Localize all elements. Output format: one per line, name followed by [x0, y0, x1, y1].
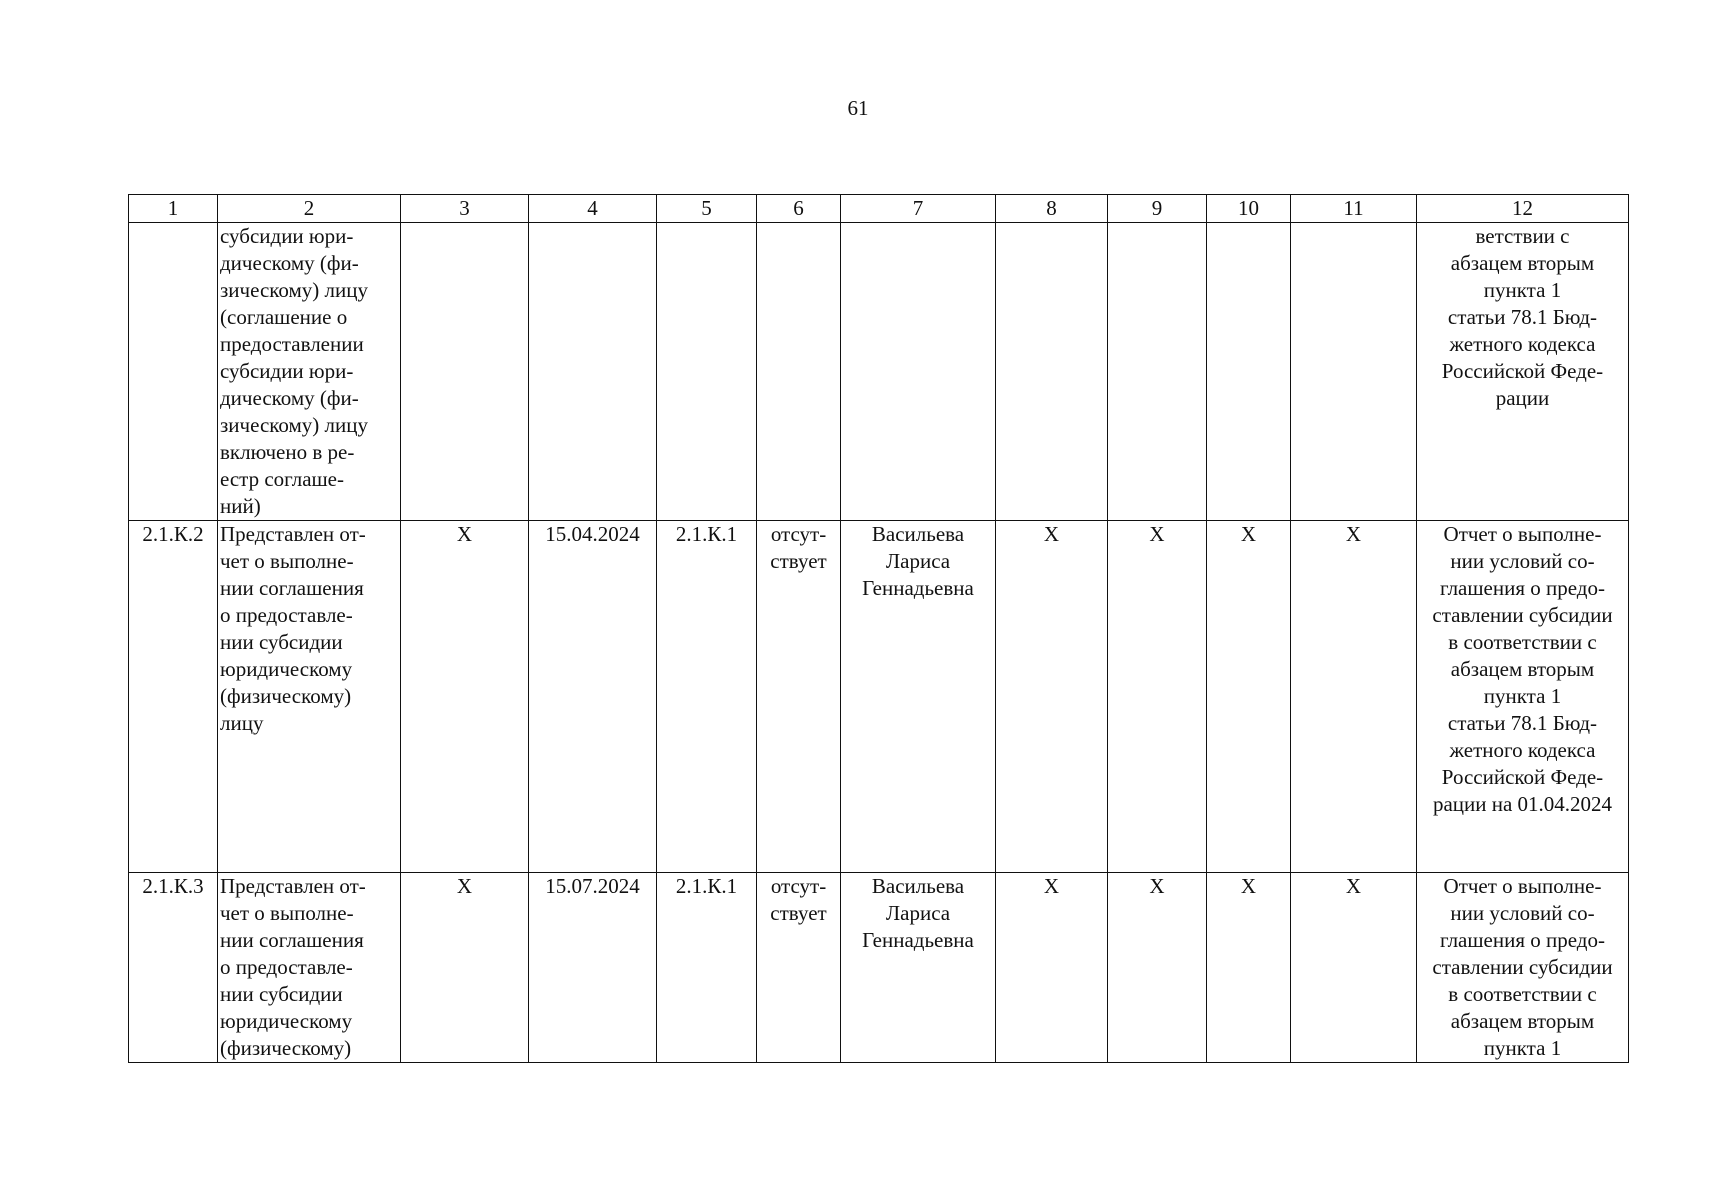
cell-text-line: жетного кодекса: [1449, 738, 1596, 762]
cell-text-line: юридическому: [220, 1009, 353, 1033]
cell-text-line: глашения о предо-: [1440, 928, 1605, 952]
cell-text-line: (соглашение о: [220, 305, 348, 329]
cell-text-line: рации на 01.04.2024: [1432, 792, 1613, 816]
cell-text-line: Лариса: [885, 549, 951, 573]
col8-cell: [996, 223, 1108, 521]
cell-text-line: Васильева: [871, 874, 965, 898]
cell-text-line: статьи 78.1 Бюд-: [1447, 305, 1598, 329]
cell-text-line: субсидии юри-: [220, 359, 354, 383]
cell-text-line: нии условий со-: [1450, 549, 1595, 573]
cell-text-line: о предоставле-: [220, 955, 353, 979]
cell-text-line: Отчет о выполне-: [1443, 522, 1602, 546]
col11-cell: X: [1291, 873, 1417, 1063]
header-cell-12: 12: [1417, 195, 1629, 223]
page-number: 61: [847, 96, 869, 120]
cell-text-line: в соответствии с: [1448, 630, 1597, 654]
cell-text-line: статьи 78.1 Бюд-: [1447, 711, 1598, 735]
header-cell-10: 10: [1207, 195, 1291, 223]
cell-text-line: о предоставле-: [220, 603, 353, 627]
description-cell: [218, 521, 401, 873]
cell-text-line: предоставлении: [220, 332, 364, 356]
cell-text-line: абзацем вторым: [1450, 1009, 1595, 1033]
cell-text-line: включено в ре-: [220, 440, 355, 464]
col9-cell: [1108, 223, 1207, 521]
cell-text-line: зическому) лицу: [220, 413, 368, 437]
row-id-cell: 2.1.К.2: [129, 521, 218, 873]
cell-text-line: нии соглашения: [220, 576, 364, 600]
row-id-cell: 2.1.К.3: [129, 873, 218, 1063]
col11-cell: [1291, 223, 1417, 521]
cell-text-line: (физическому): [220, 684, 352, 708]
col11-cell: X: [1291, 521, 1417, 873]
cell-text-line: Российской Феде-: [1441, 765, 1604, 789]
header-cell-1: 1: [129, 195, 218, 223]
col3-cell: [401, 223, 529, 521]
col3-cell: X: [401, 873, 529, 1063]
cell-text-line: Васильева: [871, 522, 965, 546]
cell-text-line: ствует: [770, 549, 827, 573]
cell-text-line: субсидии юри-: [220, 224, 354, 248]
col10-cell: X: [1207, 873, 1291, 1063]
table-row: [129, 223, 1629, 521]
header-cell-6: 6: [757, 195, 841, 223]
header-cell-9: 9: [1108, 195, 1207, 223]
col10-cell: [1207, 223, 1291, 521]
cell-text-line: дическому (фи-: [220, 251, 359, 275]
cell-text-line: Геннадьевна: [862, 928, 974, 952]
cell-text-line: нии субсидии: [220, 982, 343, 1006]
cell-text-line: юридическому: [220, 657, 353, 681]
date-cell: 15.04.2024: [529, 521, 657, 873]
header-cell-11: 11: [1291, 195, 1417, 223]
cell-text-line: Геннадьевна: [862, 576, 974, 600]
col9-cell: X: [1108, 521, 1207, 873]
col10-cell: X: [1207, 521, 1291, 873]
header-cell-5: 5: [657, 195, 757, 223]
cell-text-line: рации: [1495, 386, 1550, 410]
responsible-cell: [841, 223, 996, 521]
col3-cell: X: [401, 521, 529, 873]
row-id-cell: [129, 223, 218, 521]
table-row: [129, 521, 1629, 873]
predecessor-cell: 2.1.К.1: [657, 873, 757, 1063]
cell-text-line: нии условий со-: [1450, 901, 1595, 925]
cell-text-line: ветствии с: [1475, 224, 1570, 248]
cell-text-line: пункта 1: [1483, 1036, 1562, 1060]
cell-text-line: нии соглашения: [220, 928, 364, 952]
cell-text-line: жетного кодекса: [1449, 332, 1596, 356]
col8-cell: X: [996, 521, 1108, 873]
cell-text-line: отсут-: [770, 522, 827, 546]
description-cell: [218, 873, 401, 1063]
cell-text-line: пункта 1: [1483, 278, 1562, 302]
header-cell-2: 2: [218, 195, 401, 223]
cell-text-line: дическому (фи-: [220, 386, 359, 410]
header-cell-7: 7: [841, 195, 996, 223]
cell-text-line: ставлении субсидии: [1432, 955, 1613, 979]
header-cell-3: 3: [401, 195, 529, 223]
cell-text-line: естр соглаше-: [220, 467, 345, 491]
cell-text-line: глашения о предо-: [1440, 576, 1605, 600]
cell-text-line: Представлен от-: [220, 874, 366, 898]
document-cell: [1417, 521, 1629, 873]
cell-text-line: чет о выполне-: [220, 901, 354, 925]
document-cell: [1417, 223, 1629, 521]
col6-cell: [757, 223, 841, 521]
cell-text-line: нии субсидии: [220, 630, 343, 654]
cell-text-line: Отчет о выполне-: [1443, 874, 1602, 898]
date-cell: 15.07.2024: [529, 873, 657, 1063]
cell-text-line: ставлении субсидии: [1432, 603, 1613, 627]
date-cell: [529, 223, 657, 521]
registry-table: [128, 194, 1629, 1063]
responsible-cell: [841, 521, 996, 873]
cell-text-line: Представлен от-: [220, 522, 366, 546]
col9-cell: X: [1108, 873, 1207, 1063]
col6-cell: [757, 873, 841, 1063]
header-row: [129, 195, 1629, 223]
col8-cell: X: [996, 873, 1108, 1063]
table-row: [129, 873, 1629, 1063]
cell-text-line: абзацем вторым: [1450, 251, 1595, 275]
header-cell-4: 4: [529, 195, 657, 223]
document-cell: [1417, 873, 1629, 1063]
cell-text-line: (физическому): [220, 1036, 352, 1060]
responsible-cell: [841, 873, 996, 1063]
cell-text-line: в соответствии с: [1448, 982, 1597, 1006]
cell-text-line: отсут-: [770, 874, 827, 898]
description-cell: [218, 223, 401, 521]
cell-text-line: абзацем вторым: [1450, 657, 1595, 681]
cell-text-line: зическому) лицу: [220, 278, 368, 302]
predecessor-cell: 2.1.К.1: [657, 521, 757, 873]
col6-cell: [757, 521, 841, 873]
cell-text-line: Российской Феде-: [1441, 359, 1604, 383]
cell-text-line: ний): [220, 494, 261, 518]
cell-text-line: чет о выполне-: [220, 549, 354, 573]
cell-text-line: Лариса: [885, 901, 951, 925]
cell-text-line: лицу: [220, 711, 264, 735]
predecessor-cell: [657, 223, 757, 521]
header-cell-8: 8: [996, 195, 1108, 223]
cell-text-line: ствует: [770, 901, 827, 925]
cell-text-line: пункта 1: [1483, 684, 1562, 708]
